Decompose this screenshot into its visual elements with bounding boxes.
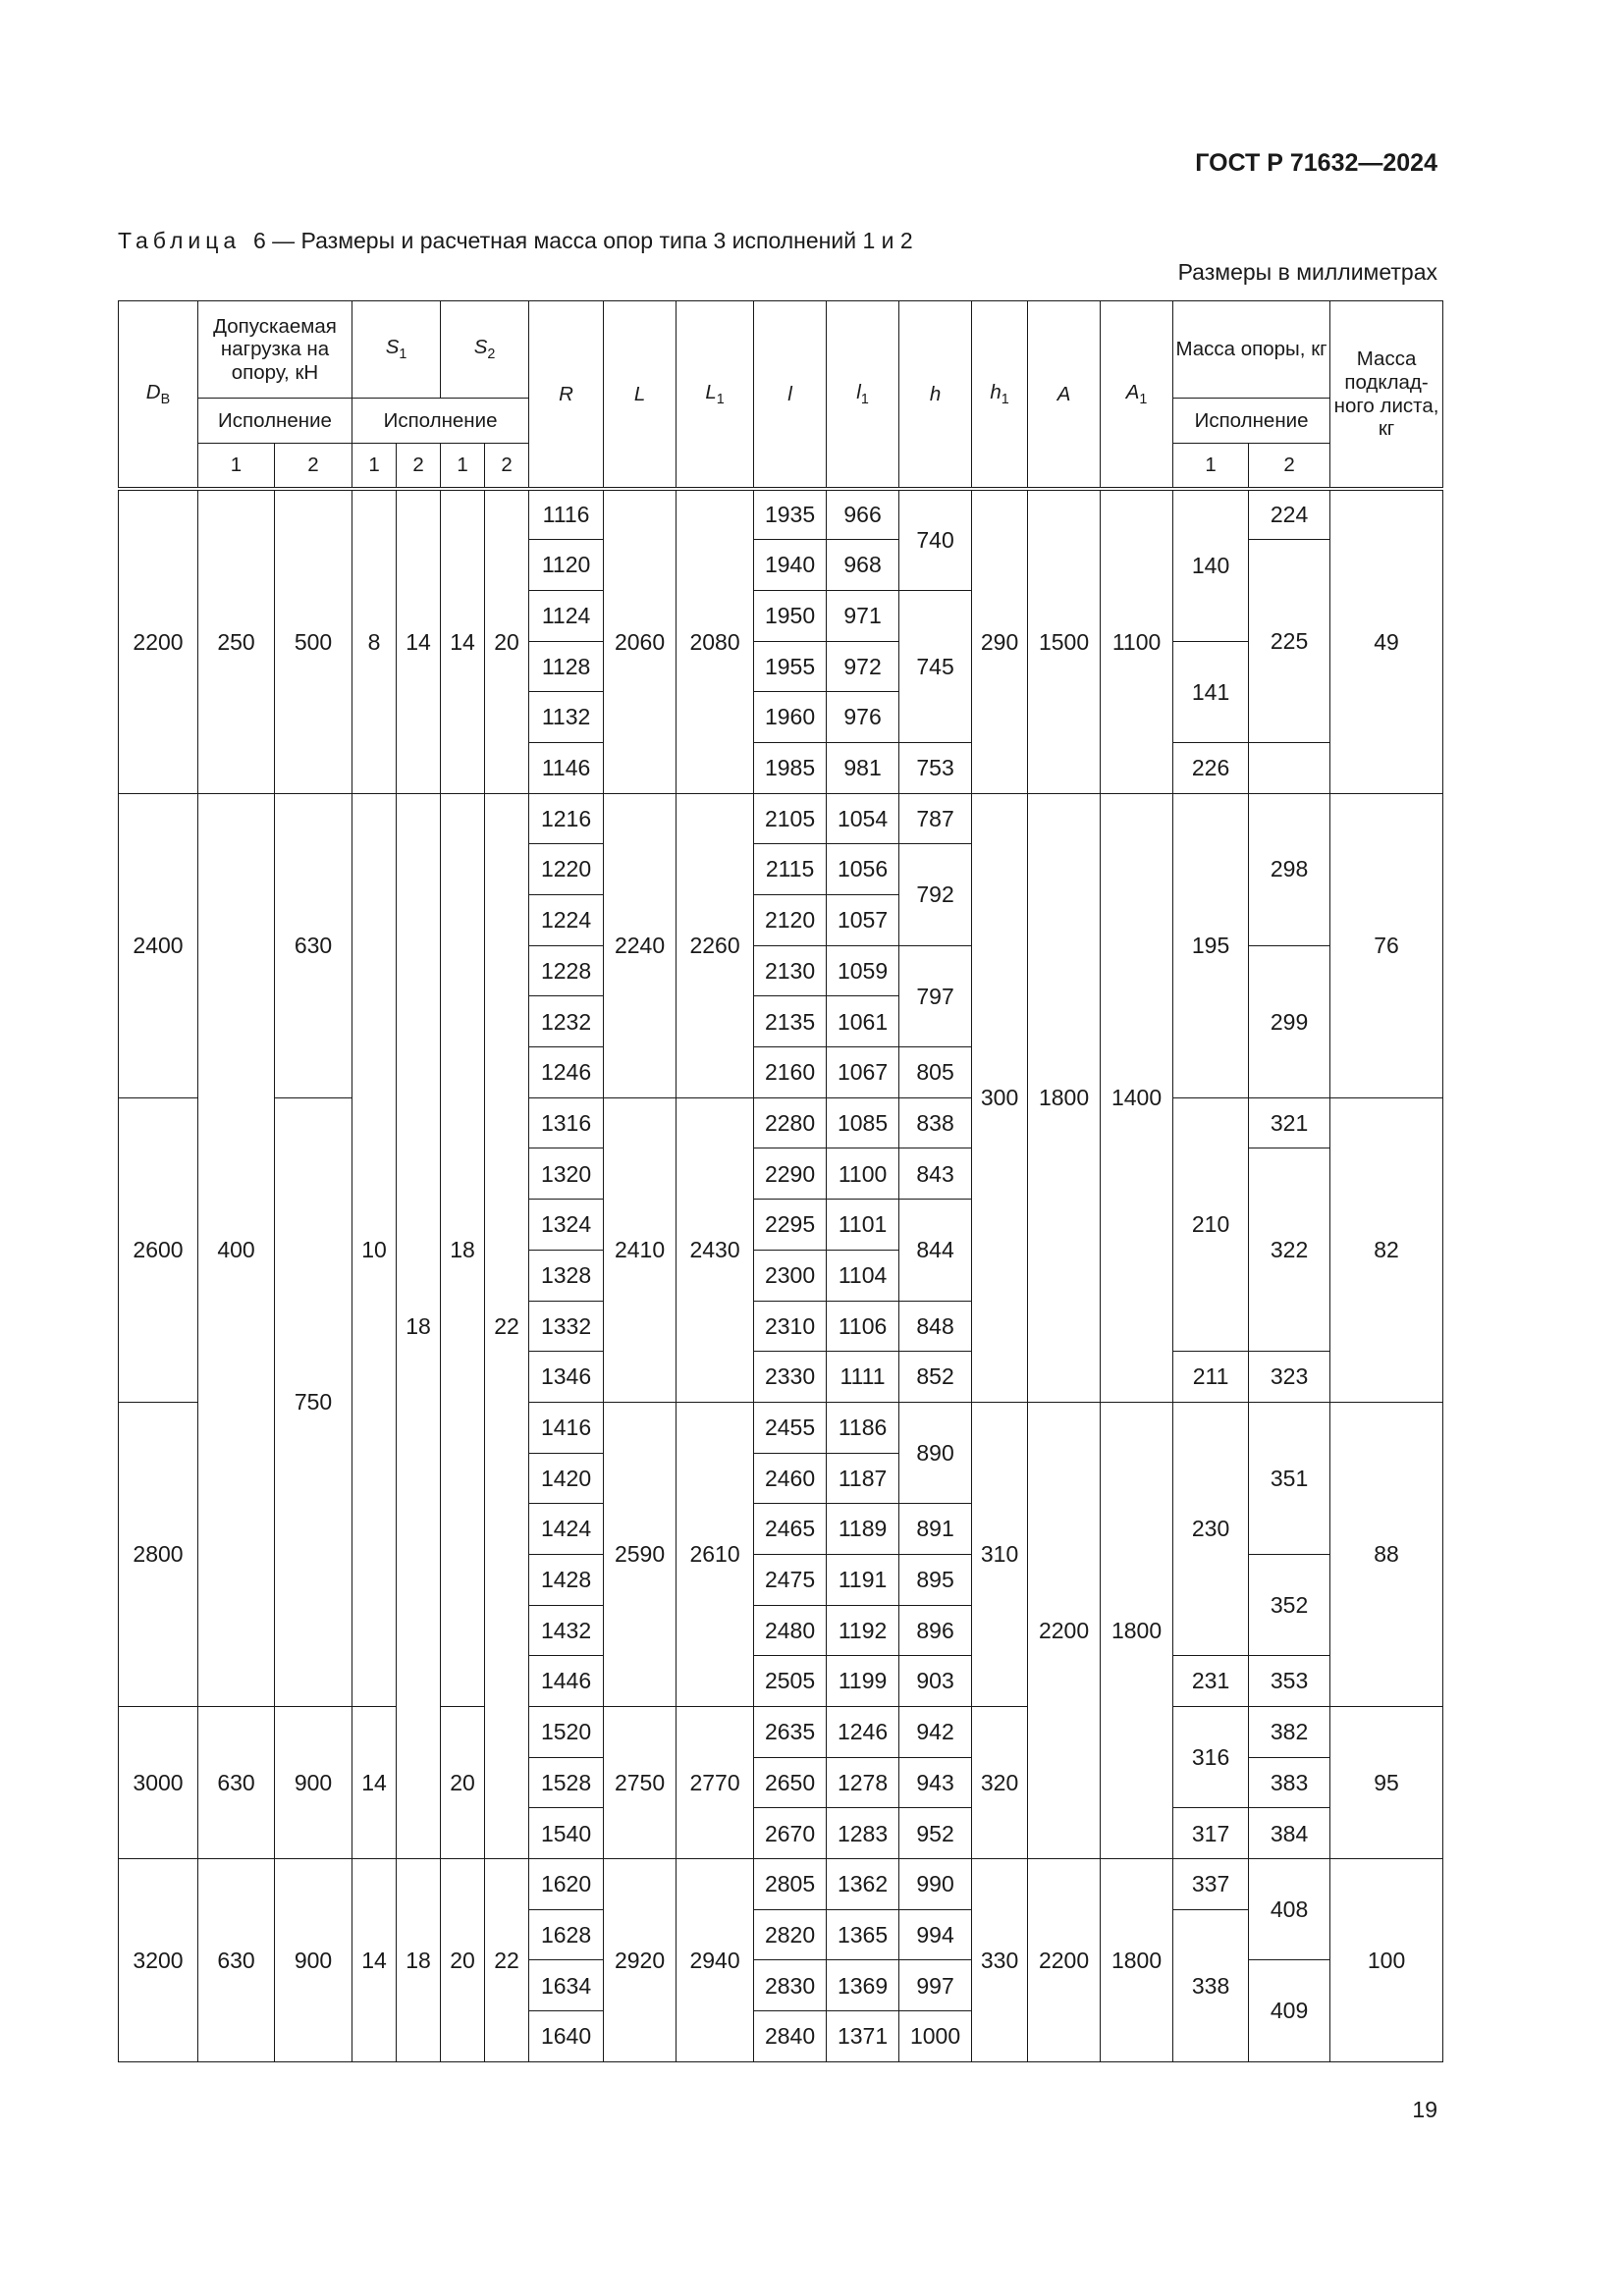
cell-l: 1985 [754, 742, 827, 793]
cell-mass2: 408 [1249, 1859, 1330, 1960]
cell-mass1: 316 [1173, 1707, 1249, 1808]
cell-mass2: 226 [1173, 742, 1249, 793]
cell-s2-2: 22 [485, 1859, 529, 2062]
cell-l: 2455 [754, 1402, 827, 1453]
cell-h: 797 [899, 945, 972, 1046]
cell-l1: 1192 [827, 1605, 899, 1656]
cell-mass2: 321 [1249, 1097, 1330, 1148]
cell-r: 1132 [529, 692, 604, 743]
page-number: 19 [1412, 2097, 1437, 2122]
col-header-s1: $S_1$ [352, 301, 441, 399]
cell-r: 1146 [529, 742, 604, 793]
cell-l: 2650 [754, 1757, 827, 1808]
cell-load1: 400 [198, 793, 275, 1706]
cell-l1: 1199 [827, 1656, 899, 1707]
document-code: ГОСТ Р 71632—2024 [1195, 149, 1437, 177]
cell-r: 1432 [529, 1605, 604, 1656]
cell-l: 1940 [754, 540, 827, 591]
col-header-v2: 2 [1249, 444, 1330, 490]
cell-s1-1: 14 [352, 1859, 397, 2062]
cell-r: 1540 [529, 1808, 604, 1859]
cell-r: 1420 [529, 1453, 604, 1504]
cell-l: 2475 [754, 1554, 827, 1605]
cell-r: 1216 [529, 793, 604, 844]
cell-l1: 971 [827, 590, 899, 641]
dimensions-table [118, 300, 1443, 2062]
cell-plate: 100 [1330, 1859, 1443, 2062]
cell-load1: 630 [198, 1707, 275, 1859]
cell-h: 895 [899, 1554, 972, 1605]
cell-h: 792 [899, 844, 972, 945]
cell-r: 1520 [529, 1707, 604, 1758]
cell-l: 1960 [754, 692, 827, 743]
col-header-a: A [1028, 301, 1101, 490]
cell-s2-1: 20 [441, 1859, 485, 2062]
cell-A: 1800 [1028, 793, 1101, 1402]
cell-mass2: 323 [1249, 1352, 1330, 1403]
col-header-v1: 1 [1173, 444, 1249, 490]
cell-l: 2670 [754, 1808, 827, 1859]
cell-r: 1332 [529, 1301, 604, 1352]
cell-r: 1246 [529, 1047, 604, 1098]
cell-r: 1128 [529, 641, 604, 692]
cell-l: 2300 [754, 1250, 827, 1301]
cell-h: 952 [899, 1808, 972, 1859]
cell-l1: 972 [827, 641, 899, 692]
cell-A1: 1100 [1101, 489, 1173, 793]
cell-mass2: 225 [1249, 540, 1330, 743]
cell-h: 896 [899, 1605, 972, 1656]
cell-h1: 300 [972, 793, 1028, 1402]
cell-l1: 1057 [827, 895, 899, 946]
cell-L: 2240 [604, 793, 677, 1097]
cell-L: 2920 [604, 1859, 677, 2062]
cell-mass2: 298 [1249, 793, 1330, 945]
cell-h: 805 [899, 1047, 972, 1098]
cell-r: 1124 [529, 590, 604, 641]
cell-db: 2600 [119, 1097, 198, 1402]
cell-mass1: 211 [1173, 1352, 1249, 1403]
cell-mass2: 352 [1249, 1554, 1330, 1655]
cell-mass2: 351 [1249, 1402, 1330, 1554]
cell-h: 990 [899, 1859, 972, 1910]
cell-plate: 82 [1330, 1097, 1443, 1402]
cell-l1: 1187 [827, 1453, 899, 1504]
cell-mass2: 409 [1249, 1960, 1330, 2061]
cell-db: 2400 [119, 793, 198, 1097]
cell-s1-1: 8 [352, 489, 397, 793]
cell-l: 2135 [754, 996, 827, 1047]
cell-A: 2200 [1028, 1402, 1101, 1858]
cell-L: 2750 [604, 1707, 677, 1859]
cell-load2: 500 [275, 489, 352, 793]
cell-l: 2120 [754, 895, 827, 946]
table-caption-label: Таблица [118, 228, 242, 253]
cell-mass2: 384 [1249, 1808, 1330, 1859]
col-header-l1-big: $L_1$ [677, 301, 754, 490]
cell-mass1: 337 [1173, 1859, 1249, 1910]
cell-h: 997 [899, 1960, 972, 2011]
cell-L1: 2610 [677, 1402, 754, 1706]
cell-s1-2: 18 [397, 793, 441, 1858]
cell-h: 843 [899, 1148, 972, 1200]
table-row [119, 1859, 1443, 1910]
cell-L1: 2430 [677, 1097, 754, 1402]
cell-mass1: 141 [1173, 641, 1249, 742]
cell-h: 745 [899, 590, 972, 742]
col-header-s2: $S_2$ [441, 301, 529, 399]
cell-s1-2: 14 [397, 489, 441, 793]
cell-mass1: 317 [1173, 1808, 1249, 1859]
cell-mass2: 322 [1249, 1148, 1330, 1352]
cell-h: 1000 [899, 2011, 972, 2062]
col-header-load: Допускаемая нагрузка на опору, кН [198, 301, 352, 399]
col-header-variant: Исполнение [1173, 399, 1330, 444]
cell-db: 3200 [119, 1859, 198, 2062]
cell-mass1: 230 [1173, 1402, 1249, 1655]
cell-L: 2060 [604, 489, 677, 793]
col-header-v1: 1 [198, 444, 275, 490]
cell-h1: 330 [972, 1859, 1028, 2062]
cell-A1: 1400 [1101, 793, 1173, 1402]
cell-r: 1232 [529, 996, 604, 1047]
cell-l1: 1111 [827, 1352, 899, 1403]
cell-l1: 1059 [827, 945, 899, 996]
cell-plate: 95 [1330, 1707, 1443, 1859]
cell-h: 838 [899, 1097, 972, 1148]
cell-h1: 290 [972, 489, 1028, 793]
cell-load1: 630 [198, 1859, 275, 2062]
cell-l1: 1362 [827, 1859, 899, 1910]
cell-mass2: 382 [1249, 1707, 1330, 1758]
cell-l: 2480 [754, 1605, 827, 1656]
cell-h1: 320 [972, 1707, 1028, 1859]
cell-l1: 1365 [827, 1909, 899, 1960]
cell-l1: 981 [827, 742, 899, 793]
cell-h: 942 [899, 1707, 972, 1758]
cell-r: 1640 [529, 2011, 604, 2062]
cell-h: 740 [899, 489, 972, 590]
table-caption-title: 6 — Размеры и расчетная масса опор типа 3 исполнений 1 и 2 [252, 228, 913, 253]
cell-l1: 1283 [827, 1808, 899, 1859]
cell-l1: 1189 [827, 1504, 899, 1555]
cell-h1: 310 [972, 1402, 1028, 1706]
cell-s2-2: 20 [485, 489, 529, 793]
cell-L: 2590 [604, 1402, 677, 1706]
cell-load2: 750 [275, 1097, 352, 1706]
cell-l1: 976 [827, 692, 899, 743]
cell-l1: 1369 [827, 1960, 899, 2011]
cell-s1-2: 18 [397, 1859, 441, 2062]
cell-l1: 1106 [827, 1301, 899, 1352]
cell-l1: 1085 [827, 1097, 899, 1148]
cell-mass2: 224 [1249, 489, 1330, 540]
cell-s1-1: 10 [352, 793, 397, 1706]
col-header-variant: Исполнение [352, 399, 529, 444]
cell-r: 1320 [529, 1148, 604, 1200]
cell-mass1: 231 [1173, 1656, 1249, 1707]
col-header-v1: 1 [441, 444, 485, 490]
col-header-v2: 2 [397, 444, 441, 490]
cell-l: 2160 [754, 1047, 827, 1098]
cell-r: 1346 [529, 1352, 604, 1403]
cell-load2: 900 [275, 1707, 352, 1859]
cell-h: 890 [899, 1402, 972, 1503]
cell-l: 2310 [754, 1301, 827, 1352]
cell-A: 1500 [1028, 489, 1101, 793]
cell-h: 891 [899, 1504, 972, 1555]
cell-plate: 49 [1330, 489, 1443, 793]
cell-r: 1116 [529, 489, 604, 540]
cell-mass2: 353 [1249, 1656, 1330, 1707]
cell-r: 1446 [529, 1656, 604, 1707]
cell-l1: 1191 [827, 1554, 899, 1605]
cell-l: 2280 [754, 1097, 827, 1148]
cell-l: 2115 [754, 844, 827, 895]
cell-r: 1424 [529, 1504, 604, 1555]
cell-mass2: 299 [1249, 945, 1330, 1097]
col-header-r: R [529, 301, 604, 490]
cell-r: 1328 [529, 1250, 604, 1301]
cell-l: 2130 [754, 945, 827, 996]
col-header-v1: 1 [352, 444, 397, 490]
cell-s2-1: 20 [441, 1707, 485, 1859]
cell-load2: 630 [275, 793, 352, 1097]
col-header-v2: 2 [275, 444, 352, 490]
cell-load2: 900 [275, 1859, 352, 2062]
cell-mass1: 140 [1173, 489, 1249, 641]
col-header-v2: 2 [485, 444, 529, 490]
cell-l: 1955 [754, 641, 827, 692]
table-row [119, 489, 1443, 540]
cell-s2-2: 22 [485, 793, 529, 1858]
cell-l: 2295 [754, 1200, 827, 1251]
cell-load1: 250 [198, 489, 275, 793]
col-header-l1-small: $l_1$ [827, 301, 899, 490]
cell-r: 1620 [529, 1859, 604, 1910]
cell-l: 2465 [754, 1504, 827, 1555]
cell-h: 844 [899, 1200, 972, 1301]
cell-s2-1: 18 [441, 793, 485, 1706]
cell-mass1: 195 [1173, 793, 1249, 1097]
cell-l1: 1371 [827, 2011, 899, 2062]
cell-h: 753 [899, 742, 972, 793]
cell-mass1: 210 [1173, 1097, 1249, 1351]
cell-L1: 2260 [677, 793, 754, 1097]
table-caption [118, 228, 913, 254]
col-header-plate-mass: Масса подклад-ного листа, кг [1330, 301, 1443, 490]
cell-l1: 1056 [827, 844, 899, 895]
col-header-h: h [899, 301, 972, 490]
cell-plate: 76 [1330, 793, 1443, 1097]
cell-l1: 1061 [827, 996, 899, 1047]
cell-l1: 1278 [827, 1757, 899, 1808]
cell-L1: 2770 [677, 1707, 754, 1859]
cell-h: 848 [899, 1301, 972, 1352]
cell-l: 2505 [754, 1656, 827, 1707]
cell-r: 1316 [529, 1097, 604, 1148]
cell-l: 2290 [754, 1148, 827, 1200]
cell-L: 2410 [604, 1097, 677, 1402]
table-row [119, 1097, 1443, 1148]
cell-L1: 2940 [677, 1859, 754, 2062]
units-note: Размеры в миллиметрах [1177, 259, 1437, 285]
cell-l1: 1100 [827, 1148, 899, 1200]
cell-h: 994 [899, 1909, 972, 1960]
col-header-variant: Исполнение [198, 399, 352, 444]
cell-s1-1: 14 [352, 1707, 397, 1859]
col-header-a1: $A_1$ [1101, 301, 1173, 490]
cell-l: 1950 [754, 590, 827, 641]
cell-mass2: 383 [1249, 1757, 1330, 1808]
cell-r: 1528 [529, 1757, 604, 1808]
cell-l1: 1101 [827, 1200, 899, 1251]
cell-L1: 2080 [677, 489, 754, 793]
cell-db: 2800 [119, 1402, 198, 1706]
table-row [119, 793, 1443, 844]
cell-A: 2200 [1028, 1859, 1101, 2062]
cell-r: 1120 [529, 540, 604, 591]
cell-A1: 1800 [1101, 1859, 1173, 2062]
cell-l: 2805 [754, 1859, 827, 1910]
col-header-l-big: L [604, 301, 677, 490]
cell-l: 2820 [754, 1909, 827, 1960]
cell-l1: 968 [827, 540, 899, 591]
cell-l1: 1067 [827, 1047, 899, 1098]
cell-l: 2830 [754, 1960, 827, 2011]
col-header-mass: Масса опоры, кг [1173, 301, 1330, 399]
cell-l1: 1054 [827, 793, 899, 844]
cell-l: 2330 [754, 1352, 827, 1403]
table-row [119, 1707, 1443, 1758]
cell-h: 787 [899, 793, 972, 844]
cell-l1: 1104 [827, 1250, 899, 1301]
cell-l: 2460 [754, 1453, 827, 1504]
cell-l: 2105 [754, 793, 827, 844]
cell-r: 1416 [529, 1402, 604, 1453]
cell-h: 943 [899, 1757, 972, 1808]
cell-A1: 1800 [1101, 1402, 1173, 1858]
cell-l1: 1186 [827, 1402, 899, 1453]
cell-plate: 88 [1330, 1402, 1443, 1706]
cell-l1: 966 [827, 489, 899, 540]
cell-s2-1: 14 [441, 489, 485, 793]
col-header-h1: $h_1$ [972, 301, 1028, 490]
cell-r: 1428 [529, 1554, 604, 1605]
cell-db: 2200 [119, 489, 198, 793]
cell-l: 1935 [754, 489, 827, 540]
col-header-db: $D_В$ [119, 301, 198, 490]
cell-r: 1628 [529, 1909, 604, 1960]
cell-l1: 1246 [827, 1707, 899, 1758]
cell-h: 852 [899, 1352, 972, 1403]
cell-l: 2840 [754, 2011, 827, 2062]
col-header-l-small: l [754, 301, 827, 490]
cell-r: 1324 [529, 1200, 604, 1251]
cell-r: 1220 [529, 844, 604, 895]
cell-h: 903 [899, 1656, 972, 1707]
cell-db: 3000 [119, 1707, 198, 1859]
cell-r: 1224 [529, 895, 604, 946]
cell-l: 2635 [754, 1707, 827, 1758]
cell-mass1: 338 [1173, 1909, 1249, 2061]
cell-r: 1634 [529, 1960, 604, 2011]
cell-r: 1228 [529, 945, 604, 996]
